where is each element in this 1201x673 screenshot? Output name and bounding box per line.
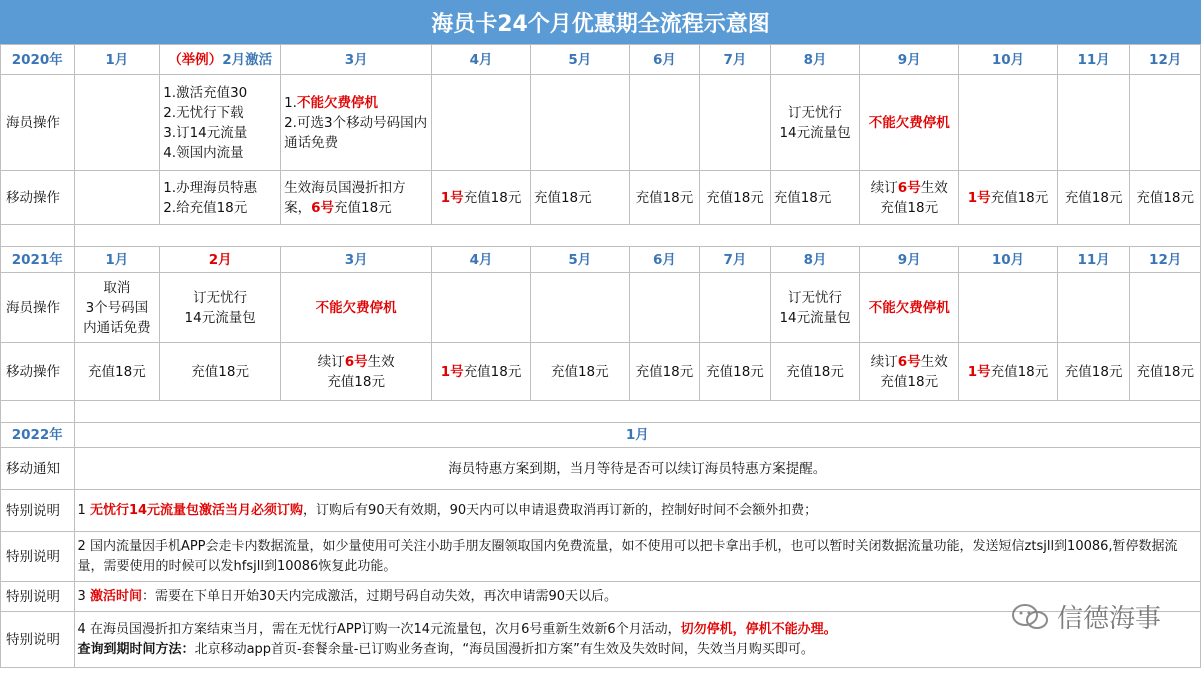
note-label-3: 特别说明 xyxy=(1,582,75,612)
mobile-2020-m6: 充值18元 xyxy=(629,171,700,225)
notice-text: 海员特惠方案到期，当月等待是否可以续订海员特惠方案提醒。 xyxy=(74,448,1200,490)
mobile-2021-m8: 充值18元 xyxy=(770,343,860,401)
spacer-row xyxy=(1,225,1201,247)
note-label-4: 特别说明 xyxy=(1,612,75,668)
mobile-ops-label-2021: 移动操作 xyxy=(1,343,75,401)
schedule-table xyxy=(0,44,1201,668)
crew-2021-m9: 不能欠费停机 xyxy=(860,273,959,343)
year-2022-header-row xyxy=(1,423,1201,448)
note-label-2: 特别说明 xyxy=(1,532,75,582)
mobile-2021-m4: 1号充值18元 xyxy=(432,343,531,401)
note-row-1 xyxy=(1,490,1201,532)
mobile-2021-m7: 充值18元 xyxy=(700,343,771,401)
month-2021-3: 3月 xyxy=(281,247,432,273)
mobile-2020-m3: 生效海员国漫折扣方案，6号充值18元 xyxy=(281,171,432,225)
note-1: 1 无忧行14元流量包激活当月必须订购，订购后有90天有效期，90天内可以申请退费取消再订新的，控制好时间不会额外扣费； xyxy=(74,490,1200,532)
month-2020-2-label: 2月激活 xyxy=(222,51,273,68)
mobile-2021-m6: 充值18元 xyxy=(629,343,700,401)
month-2020-3: 3月 xyxy=(281,45,432,75)
month-2021-2: 2月 xyxy=(160,247,281,273)
mobile-2020-m5: 充值18元 xyxy=(530,171,629,225)
month-2020-4: 4月 xyxy=(432,45,531,75)
year-2021-mobile-row xyxy=(1,343,1201,401)
example-tag: （举例） xyxy=(168,51,223,68)
crew-2021-m8: 订无忧行 14元流量包 xyxy=(770,273,860,343)
crew-2021-m2: 订无忧行 14元流量包 xyxy=(160,273,281,343)
watermark-text: 信德海事 xyxy=(1056,604,1161,634)
month-2021-5: 5月 xyxy=(530,247,629,273)
crew-2021-m3: 不能欠费停机 xyxy=(281,273,432,343)
mobile-2020-m11: 充值18元 xyxy=(1057,171,1130,225)
month-2021-9: 9月 xyxy=(860,247,959,273)
month-2022-1: 1月 xyxy=(74,423,1200,448)
month-2020-11: 11月 xyxy=(1057,45,1130,75)
chat-bubbles-icon xyxy=(1011,602,1049,632)
month-2021-7: 7月 xyxy=(700,247,771,273)
mobile-2020-m4: 1号充值18元 xyxy=(432,171,531,225)
month-2021-12: 12月 xyxy=(1130,247,1201,273)
month-2021-1: 1月 xyxy=(74,247,160,273)
month-2020-2 xyxy=(160,45,281,75)
year-2020-header-row xyxy=(1,45,1201,75)
watermark xyxy=(1011,598,1161,635)
month-2020-5: 5月 xyxy=(530,45,629,75)
crew-2020-m9: 不能欠费停机 xyxy=(860,75,959,171)
month-2020-9: 9月 xyxy=(860,45,959,75)
note-label-1: 特别说明 xyxy=(1,490,75,532)
mobile-2021-m3: 续订6号生效 充值18元 xyxy=(281,343,432,401)
mobile-2021-m5: 充值18元 xyxy=(530,343,629,401)
year-2021-header-row xyxy=(1,247,1201,273)
year-2022-label: 2022年 xyxy=(1,423,75,448)
mobile-2020-m9: 续订6号生效 充值18元 xyxy=(860,171,959,225)
crew-2021-m1: 取消 3个号码国 内通话免费 xyxy=(74,273,160,343)
mobile-2020-m12: 充值18元 xyxy=(1130,171,1201,225)
mobile-2021-m2: 充值18元 xyxy=(160,343,281,401)
crew-ops-label: 海员操作 xyxy=(1,75,75,171)
month-2020-10: 10月 xyxy=(959,45,1058,75)
mobile-ops-label: 移动操作 xyxy=(1,171,75,225)
crew-2020-m8: 订无忧行 14元流量包 xyxy=(770,75,860,171)
mobile-2021-m9: 续订6号生效 充值18元 xyxy=(860,343,959,401)
month-2021-8: 8月 xyxy=(770,247,860,273)
month-2020-12: 12月 xyxy=(1130,45,1201,75)
notice-label: 移动通知 xyxy=(1,448,75,490)
month-2020-8: 8月 xyxy=(770,45,860,75)
note-2: 2 国内流量因手机APP会走卡内数据流量，如少量使用可关注小助手朋友圈领取国内免费流量，如不使用可以把卡拿出手机，也可以暂时关闭数据流量功能，发送短信ztsjll到10086,暂停数据流量，需要使用的时候可以发hfsjll到10086恢复此功能。 xyxy=(74,532,1200,582)
month-2021-11: 11月 xyxy=(1057,247,1130,273)
mobile-2020-m8: 充值18元 xyxy=(770,171,860,225)
crew-ops-label-2021: 海员操作 xyxy=(1,273,75,343)
crew-2020-m2: 1.激活充值30 2.无忧行下载 3.订14元流量 4.领国内流量 xyxy=(160,75,281,171)
month-2020-1: 1月 xyxy=(74,45,160,75)
year-2021-label: 2021年 xyxy=(1,247,75,273)
month-2021-4: 4月 xyxy=(432,247,531,273)
page-title: 海员卡24个月优惠期全流程示意图 xyxy=(0,0,1201,44)
month-2020-6: 6月 xyxy=(629,45,700,75)
year-2020-mobile-row xyxy=(1,171,1201,225)
mobile-2021-m1: 充值18元 xyxy=(74,343,160,401)
note-row-2 xyxy=(1,532,1201,582)
mobile-2020-m2: 1.办理海员特惠 2.给充值18元 xyxy=(160,171,281,225)
month-2021-10: 10月 xyxy=(959,247,1058,273)
month-2020-7: 7月 xyxy=(700,45,771,75)
year-2020-crew-row xyxy=(1,75,1201,171)
spacer-row-2 xyxy=(1,401,1201,423)
month-2021-6: 6月 xyxy=(629,247,700,273)
year-2021-crew-row xyxy=(1,273,1201,343)
note-4: 4 在海员国漫折扣方案结束当月，需在无忧行APP订购一次14元流量包，次月6号重新生效新6个月活动，切勿停机，停机不能办理。 查询到期时间方法：北京移动app首页-套餐余量-已订购业务查询，“海员国漫折扣方案”有生效及失效时间，失效当月购买即可。 xyxy=(74,612,1200,668)
notice-row xyxy=(1,448,1201,490)
mobile-2021-m10: 1号充值18元 xyxy=(959,343,1058,401)
note-3: 3 激活时间：需要在下单日开始30天内完成激活，过期号码自动失效，再次申请需90天以后。 xyxy=(74,582,1200,612)
mobile-2021-m12: 充值18元 xyxy=(1130,343,1201,401)
mobile-2020-m10: 1号充值18元 xyxy=(959,171,1058,225)
year-2020-label: 2020年 xyxy=(1,45,75,75)
crew-2020-m3: 1.不能欠费停机 2.可选3个移动号码国内通话免费 xyxy=(281,75,432,171)
mobile-2020-m7: 充值18元 xyxy=(700,171,771,225)
mobile-2021-m11: 充值18元 xyxy=(1057,343,1130,401)
